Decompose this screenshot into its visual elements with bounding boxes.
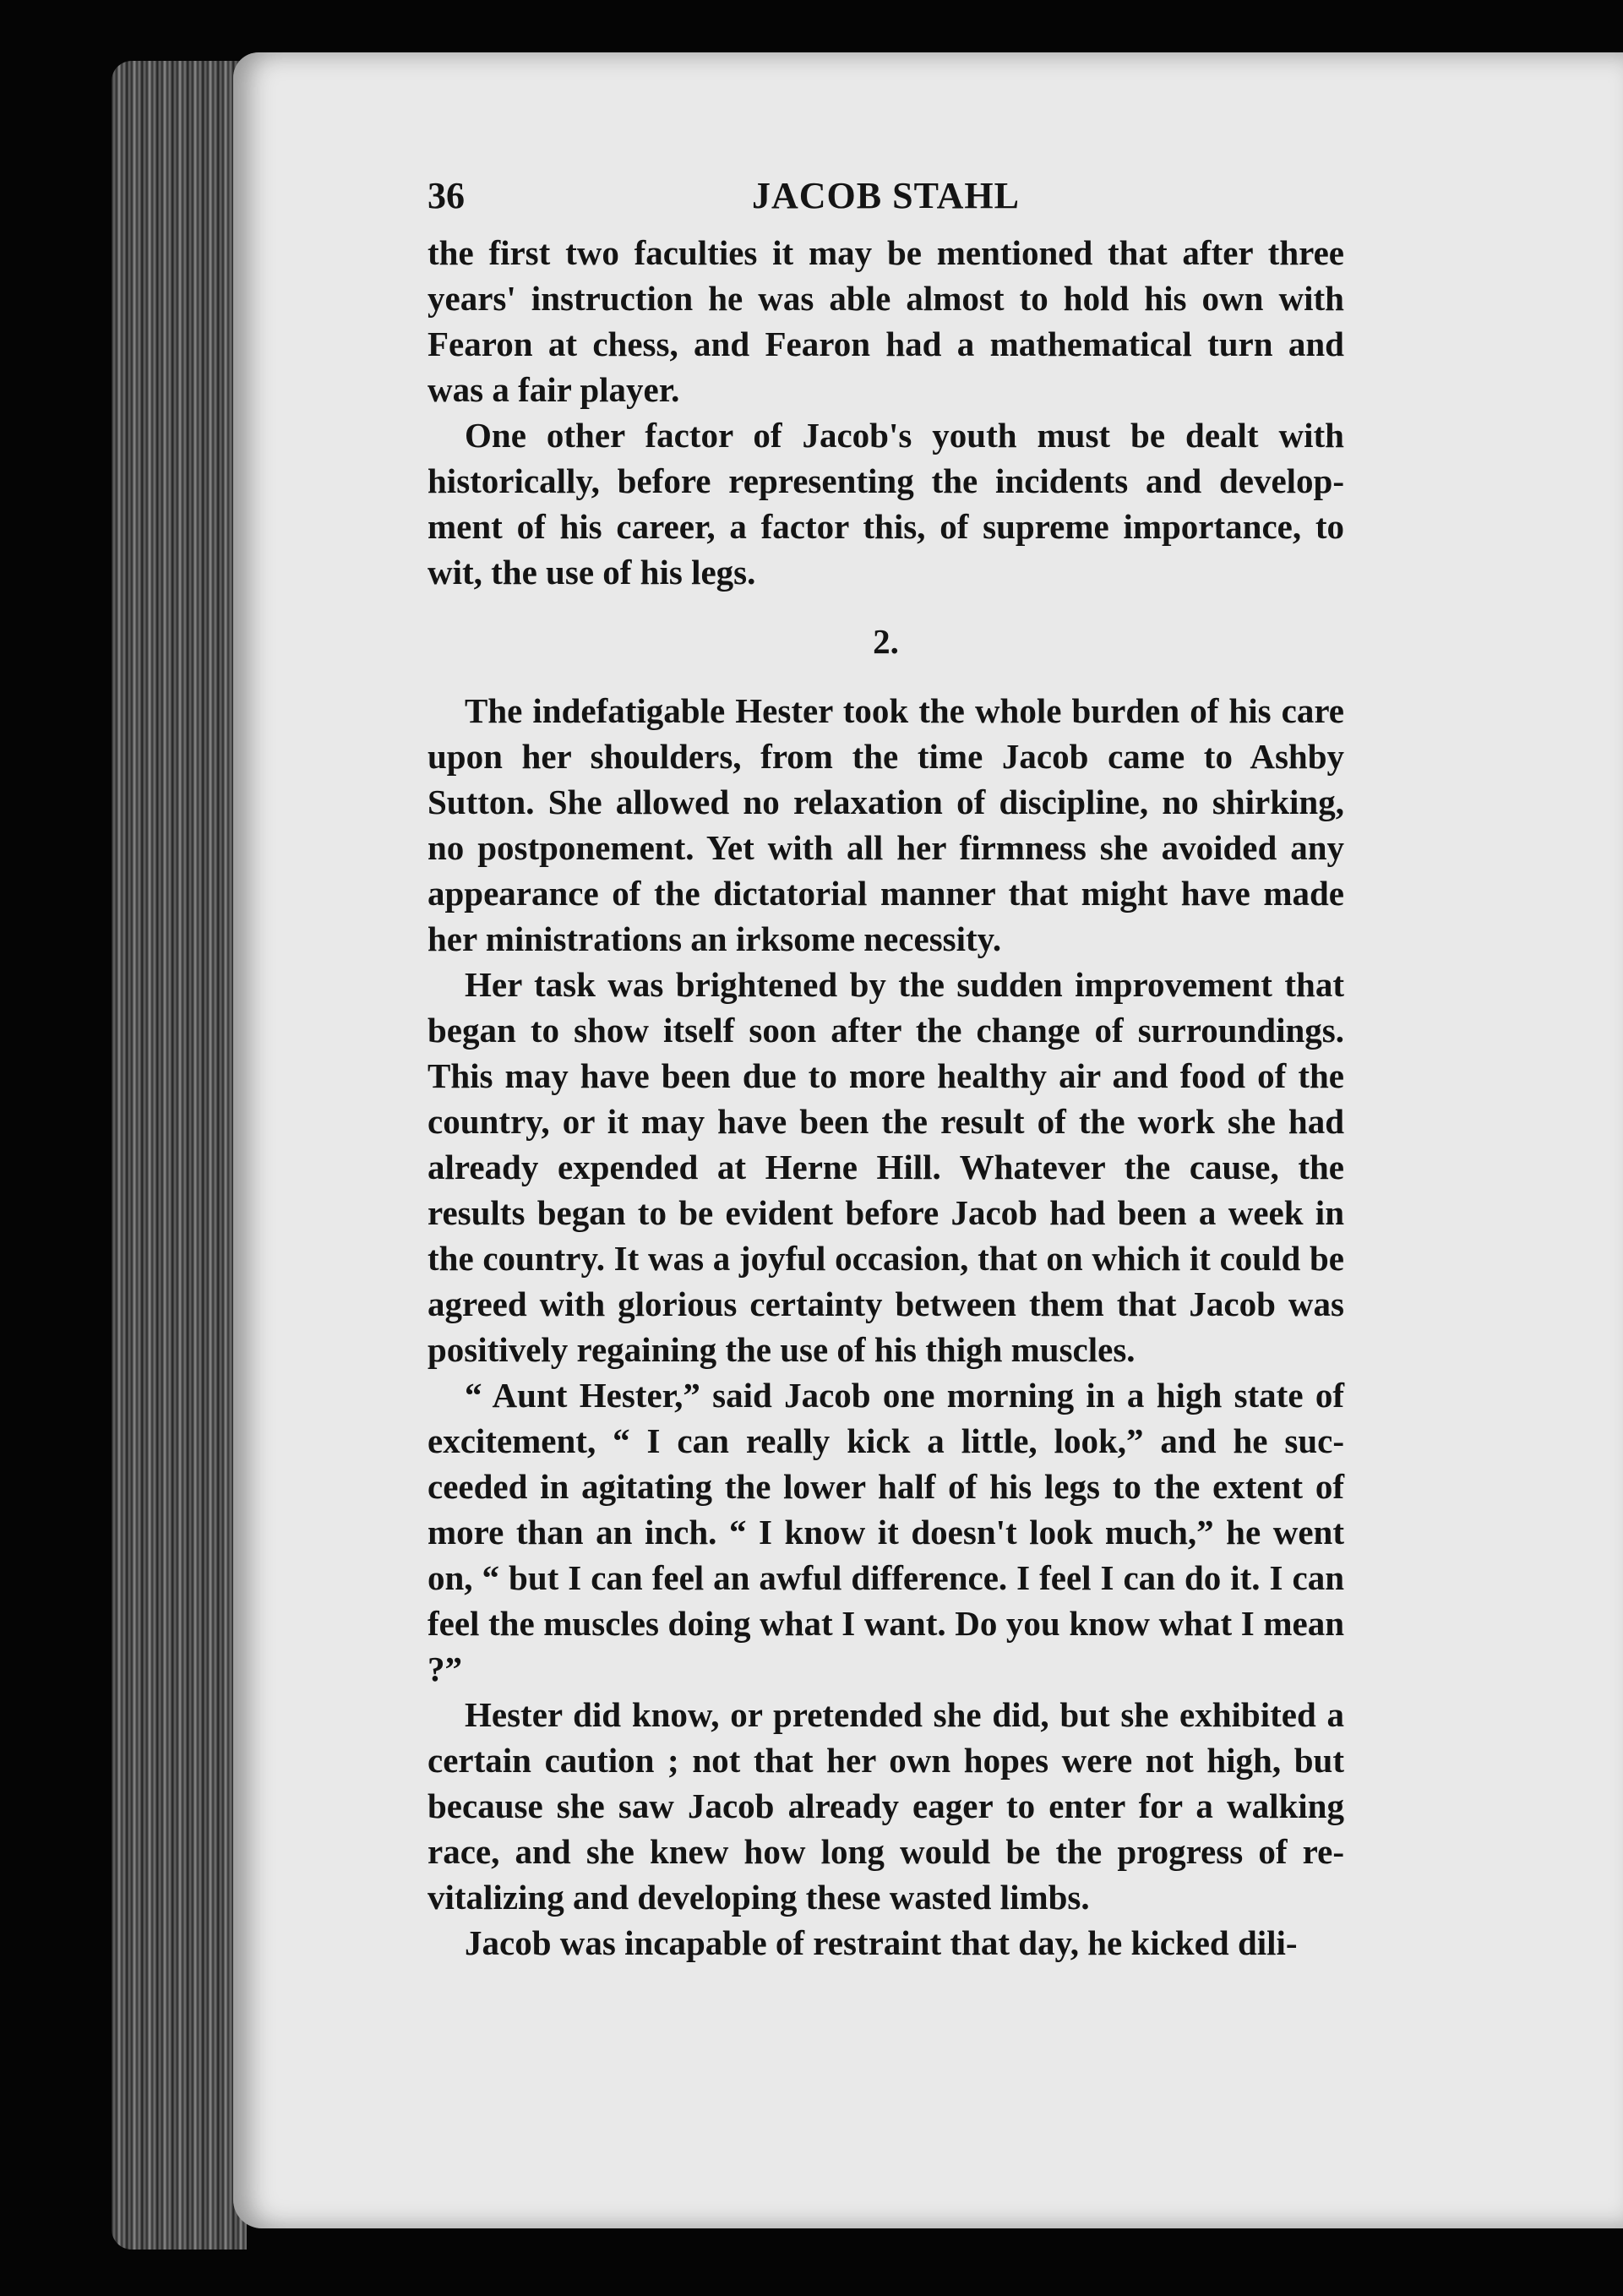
paragraph: One other factor of Jacob's youth must be dealt with historically, before representing the incidents and develop-ment of his career, a factor this, of supreme importance, to wit, the use of his legs. bbox=[428, 416, 1344, 592]
paragraph: Hester did know, or pretended she did, but she exhibited a certain caution ; not that her own hopes were not high, but because she saw Jacob already eager to enter for a walking race, and she knew how long would be the progress of re-vitalizing and developing these wasted limbs. bbox=[428, 1695, 1344, 1917]
paragraph: “ Aunt Hester,” said Jacob one morning in a high state of excitement, “ I can really kick a little, look,” and he suc-ceeded in agitating the lower half of his legs to the extent of more than an inch. “ I know it doesn't look much,” he went on, “ but I can feel an awful difference. I feel I can do it. I can feel the muscles doing what I want. Do you know what I mean ?” bbox=[428, 1376, 1344, 1688]
paragraph: The indefatigable Hester took the whole burden of his care upon her shoulders, from the time Jacob came to Ashby Sutton. She allowed no relaxation of discipline, no shirking, no postponement. Yet with all her firmness she avoided any appearance of the dictatorial manner that might have made her ministrations an irksome necessity. bbox=[428, 691, 1344, 958]
running-title: JACOB STAHL bbox=[751, 175, 1021, 216]
running-head bbox=[428, 154, 1344, 230]
paragraph: Her task was brightened by the sudden improvement that began to show itself soon after the change of surroundings. This may have been due to more healthy air and food of the country, or it may have been the result of the work she had already expended at Herne Hill. Whatever the cause, the results began to be evident before Jacob had been a week in the country. It was a joyful occasion, that on which it could be agreed with glorious certainty between them that Jacob was positively regaining the use of his thigh muscles. bbox=[428, 965, 1344, 1369]
page-number: 36 bbox=[428, 175, 465, 216]
section-number: 2. bbox=[873, 622, 899, 661]
book-page-edges bbox=[112, 61, 247, 2250]
paragraph-continued: the first two faculties it may be mentioned that after three years' instruction he was able almost to hold his own with Fearon at chess, and Fearon had a mathematical turn and was a fair player. bbox=[428, 233, 1344, 409]
page-text-block bbox=[428, 154, 1344, 1966]
paragraph: Jacob was incapable of restraint that day, he kicked dili- bbox=[465, 1923, 1298, 1962]
book-page bbox=[233, 52, 1623, 2228]
